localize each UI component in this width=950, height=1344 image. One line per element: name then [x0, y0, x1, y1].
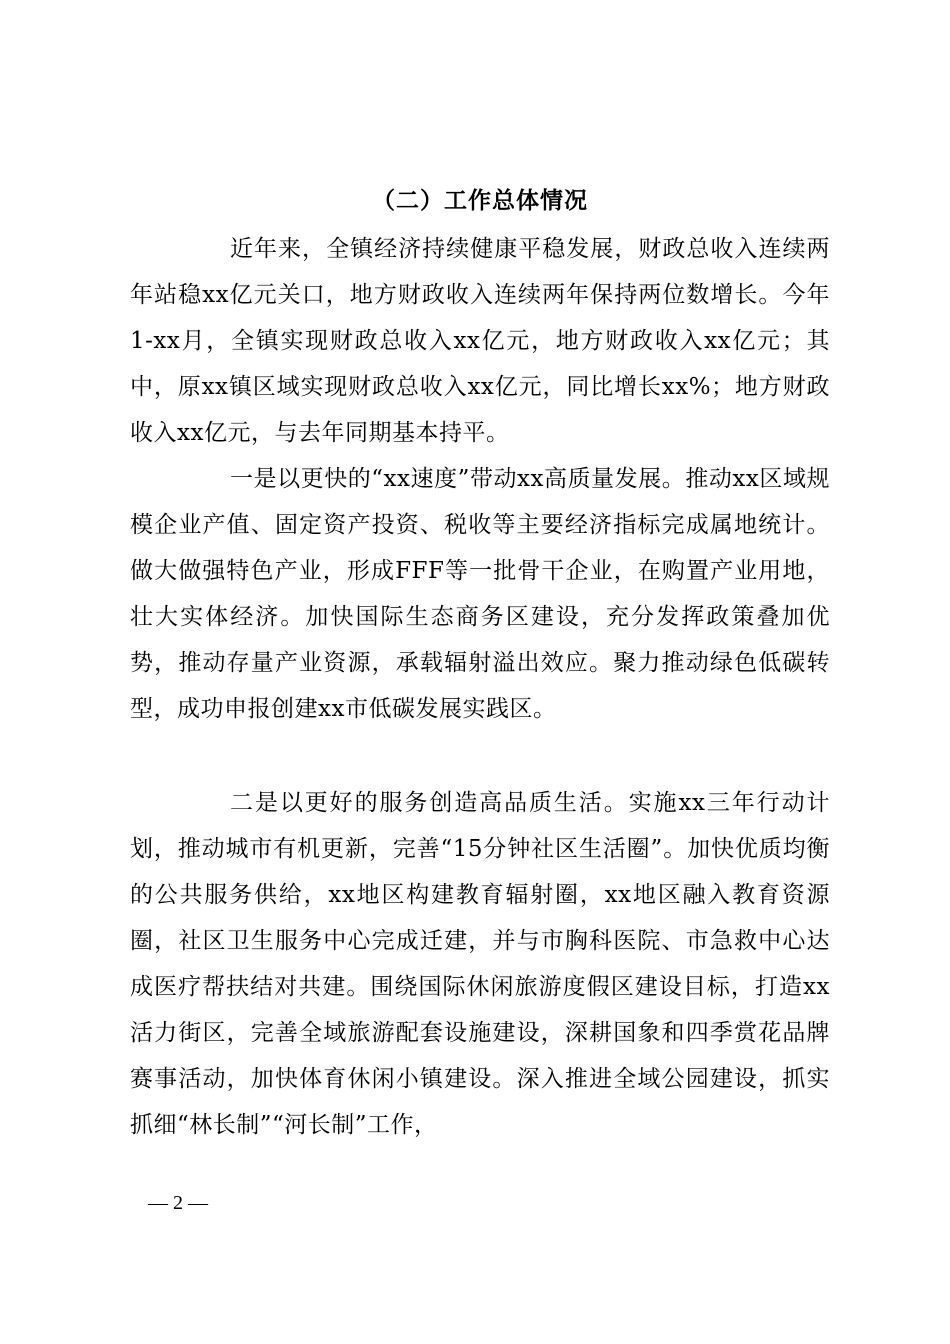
body-paragraph: 近年来，全镇经济持续健康平稳发展，财政总收入连续两年站稳xx亿元关口，地方财政收入连续两年保持两位数增长。今年1-xx月，全镇实现财政总收入xx亿元，地方财政收入xx亿元；其中，原xx镇区域实现财政总收入xx亿元，同比增长xx%；地方财政收入xx亿元，与去年同期基本持平。 — [130, 236, 830, 446]
section-heading: （二）工作总体情况 — [372, 187, 588, 214]
page-number: — 2 — — [148, 1192, 208, 1214]
body-paragraph: 二是以更好的服务创造高品质生活。实施xx三年行动计划，推动城市有机更新，完善“15分钟社区生活圈”。加快优质均衡的公共服务供给，xx地区构建教育辐射圈，xx地区融入教育资源圈，社区卫生服务中心完成迁建，并与市胸科医院、市急救中心达成医疗帮扶结对共建。围绕国际休闲旅游度假区建设目标，打造xx活力街区，完善全域旅游配套设施建设，深耕国象和四季赏花品牌赛事活动，加快体育休闲小镇建设。深入推进全域公园建设，抓实抓细“林长制”“河长制”工作， — [130, 790, 830, 1138]
body-paragraph: 一是以更快的“xx速度”带动xx高质量发展。推动xx区域规模企业产值、固定资产投资、税收等主要经济指标完成属地统计。做大做强特色产业，形成FFF等一批骨干企业，在购置产业用地，壮大实体经济。加快国际生态商务区建设，充分发挥政策叠加优势，推动存量产业资源，承载辐射溢出效应。聚力推动绿色低碳转型，成功申报创建xx市低碳发展实践区。 — [130, 466, 830, 722]
